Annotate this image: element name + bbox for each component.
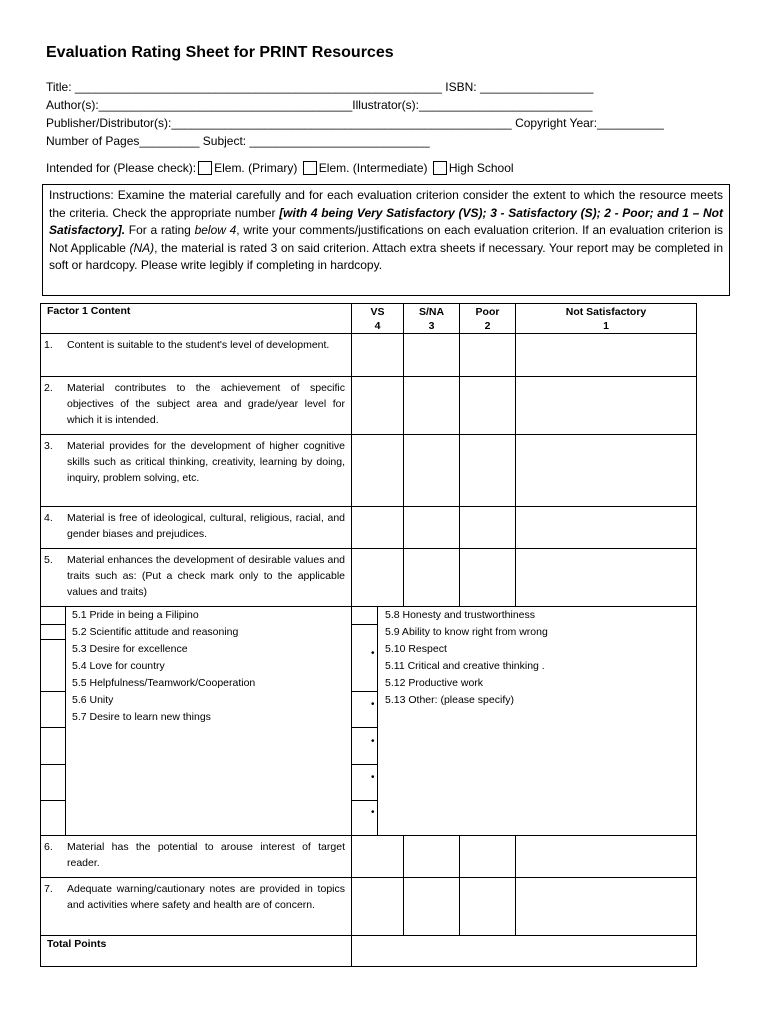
publisher-copyright-line[interactable]: Publisher/Distributor(s):___________________________________________________ Copyright Year:__________: [46, 116, 664, 130]
table-row: [41, 377, 697, 435]
rating-cell-s[interactable]: [404, 836, 460, 878]
criterion-4: 4. Material is free of ideological, cultural, religious, racial, and gender biases and prejudices.: [41, 507, 352, 549]
rating-cell-poor[interactable]: [460, 435, 516, 507]
primary-label: Elem. (Primary): [214, 161, 298, 175]
value-checkbox-label[interactable]: 5.8 Honesty and trustworthiness: [385, 609, 535, 621]
rating-cell-poor[interactable]: [460, 334, 516, 377]
value-checkbox-label[interactable]: 5.10 Respect: [385, 643, 447, 655]
intermediate-checkbox[interactable]: [303, 161, 317, 175]
values-list-right: [385, 607, 548, 709]
value-checkbox-label[interactable]: 5.3 Desire for excellence: [72, 643, 188, 655]
col-poor-header: Poor 2: [460, 304, 516, 334]
total-points-label: Total Points: [41, 936, 352, 967]
value-checkbox-label[interactable]: 5.6 Unity: [72, 694, 114, 706]
bullet-mark: •: [371, 648, 375, 659]
rating-cell-vs[interactable]: [352, 836, 404, 878]
table-row: [41, 549, 697, 607]
instructions-text-2: For a rating: [125, 223, 195, 238]
instructions-text-4: , the material is rated 3 on said criterion. Attach extra sheets if necessary. Your report may be completed in soft or hardcopy. Please write legibly if completing in hardcopy.: [49, 240, 723, 273]
instructions-na: (NA): [129, 240, 155, 255]
rating-cell-s[interactable]: [404, 435, 460, 507]
instructions-text-3: , write your comments/justifications on each evaluation criterion. If an evaluation criterion is Not Applicable: [49, 223, 723, 255]
rating-cell-poor[interactable]: [460, 549, 516, 607]
rating-cell-ns[interactable]: [516, 549, 697, 607]
total-points-cell[interactable]: [352, 936, 697, 967]
value-checkbox-label[interactable]: 5.11 Critical and creative thinking .: [385, 660, 545, 672]
value-checkbox-label[interactable]: 5.4 Love for country: [72, 660, 165, 672]
criterion-3: 3. Material provides for the development of higher cognitive skills such as critical thinking, creativity, learning by doing, inquiry, problem solving, etc.: [41, 435, 352, 507]
criterion-5: 5. Material enhances the development of desirable values and traits such as: (Put a check mark only to the applicable values and traits): [41, 549, 352, 607]
rating-cell-vs[interactable]: [352, 878, 404, 936]
values-list-left: [72, 607, 255, 726]
table-row: [41, 334, 697, 377]
rating-cell-ns[interactable]: [516, 334, 697, 377]
rating-cell-poor[interactable]: [460, 836, 516, 878]
value-checkbox-label[interactable]: 5.9 Ability to know right from wrong: [385, 626, 548, 638]
rating-cell-vs[interactable]: [352, 334, 404, 377]
value-checkbox-label[interactable]: 5.1 Pride in being a Filipino: [72, 609, 199, 621]
rating-cell-poor[interactable]: [460, 878, 516, 936]
rating-cell-s[interactable]: [404, 377, 460, 435]
rating-cell-ns[interactable]: [516, 507, 697, 549]
rating-cell-poor[interactable]: [460, 377, 516, 435]
evaluation-table: [40, 303, 697, 967]
criterion-7: 7. Adequate warning/cautionary notes are provided in topics and activities where safety and health are of concern.: [41, 878, 352, 936]
bullet-mark: •: [371, 807, 375, 818]
bullet-mark: •: [371, 736, 375, 747]
rating-cell-ns[interactable]: [516, 377, 697, 435]
instructions-text-1: Instructions: Examine the material carefully and for each evaluation criterion consider the extent to which the resource meets the criteria. Check the appropriate number: [49, 188, 723, 220]
instructions-below4: below 4: [194, 223, 237, 238]
col-s-header: S/NA 3: [404, 304, 460, 334]
values-left-cell: [41, 607, 352, 836]
intended-for-row: [46, 161, 514, 175]
values-right-cell: [352, 607, 697, 836]
pages-subject-line[interactable]: Number of Pages_________ Subject: ___________________________: [46, 134, 430, 148]
bullet-mark: •: [371, 699, 375, 710]
rating-cell-s[interactable]: [404, 507, 460, 549]
col-ns-header: Not Satisfactory 1: [516, 304, 697, 334]
table-row: [41, 507, 697, 549]
criterion-1: 1. Content is suitable to the student's level of development.: [41, 334, 352, 377]
rating-cell-ns[interactable]: [516, 435, 697, 507]
col-vs-header: VS 4: [352, 304, 404, 334]
bullet-mark: •: [371, 772, 375, 783]
table-row: [41, 836, 697, 878]
instructions-scale-2: 3 - Satisfactory (S); 2 - Poor; and 1 – Not Satisfactory].: [49, 205, 723, 238]
rating-cell-vs[interactable]: [352, 549, 404, 607]
sheet-title: Evaluation Rating Sheet for PRINT Resources: [46, 44, 394, 61]
criterion-2: 2. Material contributes to the achievement of specific objectives of the subject area and grade/year level for which it is intended.: [41, 377, 352, 435]
title-isbn-line[interactable]: Title: _______________________________________________________ ISBN: _________________: [46, 80, 594, 94]
value-checkbox-label[interactable]: 5.5 Helpfulness/Teamwork/Cooperation: [72, 677, 256, 689]
intermediate-label: Elem. (Intermediate): [318, 161, 428, 175]
table-row: [41, 435, 697, 507]
rating-cell-ns[interactable]: [516, 836, 697, 878]
highschool-checkbox[interactable]: [433, 161, 447, 175]
rating-cell-vs[interactable]: [352, 435, 404, 507]
rating-cell-vs[interactable]: [352, 377, 404, 435]
primary-checkbox[interactable]: [198, 161, 212, 175]
value-checkbox-label[interactable]: 5.7 Desire to learn new things: [72, 711, 211, 723]
criterion-6: 6. Material has the potential to arouse interest of target reader.: [41, 836, 352, 878]
intended-label: Intended for (Please check):: [46, 161, 197, 175]
value-checkbox-label[interactable]: 5.2 Scientific attitude and reasoning: [72, 626, 239, 638]
value-checkbox-label[interactable]: 5.13 Other: (please specify): [385, 694, 514, 706]
instructions-scale-1: [with 4 being Very Satisfactory (VS);: [279, 205, 491, 220]
rating-cell-s[interactable]: [404, 549, 460, 607]
rating-cell-ns[interactable]: [516, 878, 697, 936]
value-checkbox-label[interactable]: 5.12 Productive work: [385, 677, 484, 689]
highschool-label: High School: [448, 161, 514, 175]
factor-header: Factor 1 Content: [41, 304, 352, 334]
rating-cell-s[interactable]: [404, 334, 460, 377]
table-row: [41, 878, 697, 936]
table-header-row: [41, 304, 697, 334]
total-row: [41, 936, 697, 967]
rating-cell-s[interactable]: [404, 878, 460, 936]
author-illustrator-line[interactable]: Author(s):______________________________________Illustrator(s):__________________________: [46, 98, 593, 112]
rating-cell-vs[interactable]: [352, 507, 404, 549]
instructions-box: [42, 184, 730, 296]
values-traits-row: [41, 607, 697, 836]
rating-cell-poor[interactable]: [460, 507, 516, 549]
